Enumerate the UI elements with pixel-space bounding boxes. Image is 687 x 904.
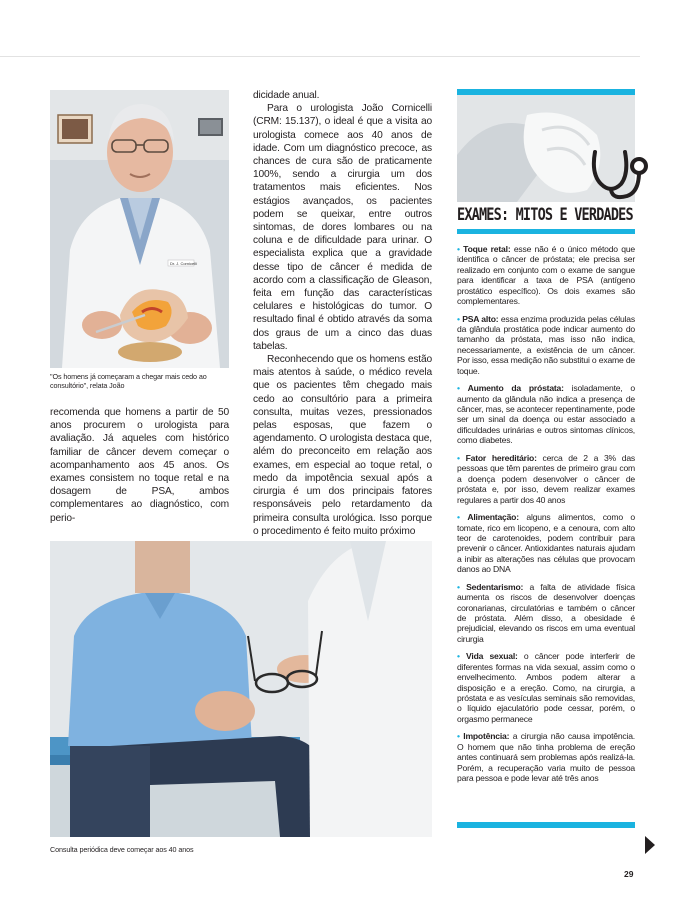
sidebar-item-text: esse não é o único método que identifica o câncer de próstata; ele precisa ser realizado em conjunto com o exame de sangue para identificar a taxa de PSA (antígeno prostático específico). Os dois exames são complementares. xyxy=(457,244,635,307)
article-paragraph-2: Reconhecendo que os homens estão mais atentos à saúde, o médico revela que os pacientes têm chegado mais cedo ao consultório para a primeira consulta, muitas vezes, pressionados pelas esposas, que fazem o agendamento. O urologista destaca que, além do preconceito em relação aos exames, em especial ao toque retal, o medo da impotência sexual após a cirurgia é um dos principais fatores responsáveis pelo retardamento da primeira consulta urológica. Isso porque o procedimento é feito muito próximo xyxy=(253,354,432,537)
bullet-icon: • xyxy=(457,731,460,742)
sidebar-item-text: isoladamente, o aumento da glândula não indica a presença de câncer, mas, se acontecer repentinamente, pode ser um sinal da doença ou estar associado a dificuldades urinárias e outros sintomas clínicos, como diabetes. xyxy=(457,383,635,446)
sidebar-item-text: a falta de atividade física aumenta os riscos de desenvolver doenças coronarianas, circulatórias e também o câncer de próstata. Além disso, a obesidade é prejudicial, elevando os riscos em uma eventual cirurgia xyxy=(457,581,635,644)
sidebar-item-term: Sedentarismo: xyxy=(466,581,524,592)
sidebar-item-term: Toque retal: xyxy=(463,244,511,254)
sidebar-item-impotencia xyxy=(457,731,635,783)
sidebar-list xyxy=(457,244,635,791)
sidebar-item-term: Alimentação: xyxy=(467,512,519,523)
bullet-icon: • xyxy=(457,512,460,523)
bullet-icon: • xyxy=(457,244,460,254)
sidebar-item-term: Aumento da próstata: xyxy=(467,383,564,394)
article-mid-lead: dicidade anual. xyxy=(253,90,320,101)
top-rule xyxy=(0,56,640,57)
sidebar-title: EXAMES: MITOS E VERDADES xyxy=(457,205,633,224)
sidebar-item-term: Impotência: xyxy=(463,731,510,742)
sidebar-item-text: essa enzima produzida pelas células da glândula prostática pode indicar aumento do tamanho da próstata, mas isso não indica, necessariamente, a existência de um câncer. Por isso, essa medição não substitui o exame de toque. xyxy=(457,313,635,376)
sidebar-item-vida-sexual xyxy=(457,651,635,724)
sidebar-item-text: alguns alimentos, como o tomate, rico em licopeno, e a cenoura, com alto teor de carotenoides, podem contribuir para prevenir o câncer. Antioxidantes naturais ajudam a inibir as alterações nas células que provocam danos ao DNA xyxy=(457,512,635,575)
next-page-arrow-icon xyxy=(645,836,655,854)
stethoscope-icon xyxy=(589,148,651,200)
bullet-icon: • xyxy=(457,581,460,592)
bullet-icon: • xyxy=(457,313,460,324)
consultation-photo xyxy=(50,541,432,837)
sidebar-item-text: o câncer pode interferir de diferentes formas na vida sexual, assim como o envelhecimento. Ambos podem alterar a disposição e a ereção. Como, na cirurgia, a próstata e as vesículas seminais são removidas, o líquido ejaculatório pode cessar, porém, o orgasmo permanece xyxy=(457,651,635,724)
article-paragraph-1: Para o urologista João Cornicelli (CRM: 15.137), o ideal é que a visita ao urologista comece aos 40 anos de idade. Com um diagnóstico precoce, as chances de cura são de praticamente 100%, sendo a cirurgia um dos tratamentos mais eficientes. Nos estágios avançados, os pacientes podem se queixar, entre outros sintomas, de dores lombares ou na coluna e de dificuldade para urinar. O especialista explica que a gravidade desse tipo de câncer é medida de acordo com a classificação de Gleason, feita em função das características celulares e histológicas do tumor. O resultado final é obtido através da soma dos graus de um a cinco das duas tabelas. xyxy=(253,103,432,352)
sidebar-item-term: Fator hereditário: xyxy=(465,452,537,463)
bullet-icon: • xyxy=(457,651,460,662)
article-left-text: recomenda que homens a partir de 50 anos procurem o urologista para avaliação. Já aqueles com histórico familiar de câncer devem começar o acompanhamento aos 45 anos. Os exames consistem no toque retal e na dosagem de PSA, ambos complementares ao diagnóstico, com perio- xyxy=(50,407,229,524)
doctor-photo-caption: "Os homens já começaram a chegar mais cedo ao consultório", relata João xyxy=(50,372,207,390)
doctor-photo xyxy=(50,90,229,368)
sidebar-bottom-bar xyxy=(457,822,635,828)
sidebar-item-sedentarismo xyxy=(457,582,635,644)
sidebar-item-text: cerca de 2 a 3% das pessoas que têm parentes de primeiro grau com a doença podem desenvolver o câncer de próstata e, por isso, devem realizar exames regulares a partir dos 40 anos xyxy=(457,452,635,505)
sidebar-item-term: PSA alto: xyxy=(462,313,499,324)
coat-name-tag: Dr. J. Cornicelli xyxy=(170,261,197,266)
sidebar-item-term: Vida sexual: xyxy=(466,651,518,662)
sidebar-item-psa-alto xyxy=(457,314,635,376)
sidebar-title-bar xyxy=(457,229,635,234)
bullet-icon: • xyxy=(457,452,460,463)
sidebar-item-aumento-prostata xyxy=(457,383,635,445)
sidebar-item-text: a cirurgia não causa impotência. O homem que não tinha problema de ereção antes continuará sem problemas após realizá-la. Porém, a recuperação varia muito de pessoa para pessoa e pode levar até três anos xyxy=(457,731,635,783)
article-left-column xyxy=(50,406,229,525)
article-middle-column xyxy=(253,89,432,538)
sidebar-item-alimentacao xyxy=(457,512,635,574)
page-number: 29 xyxy=(624,869,634,879)
sidebar-item-fator-hereditario xyxy=(457,453,635,505)
sidebar-item-toque-retal xyxy=(457,244,635,306)
bullet-icon: • xyxy=(457,383,460,394)
consultation-photo-caption: Consulta periódica deve começar aos 40 anos xyxy=(50,845,194,854)
